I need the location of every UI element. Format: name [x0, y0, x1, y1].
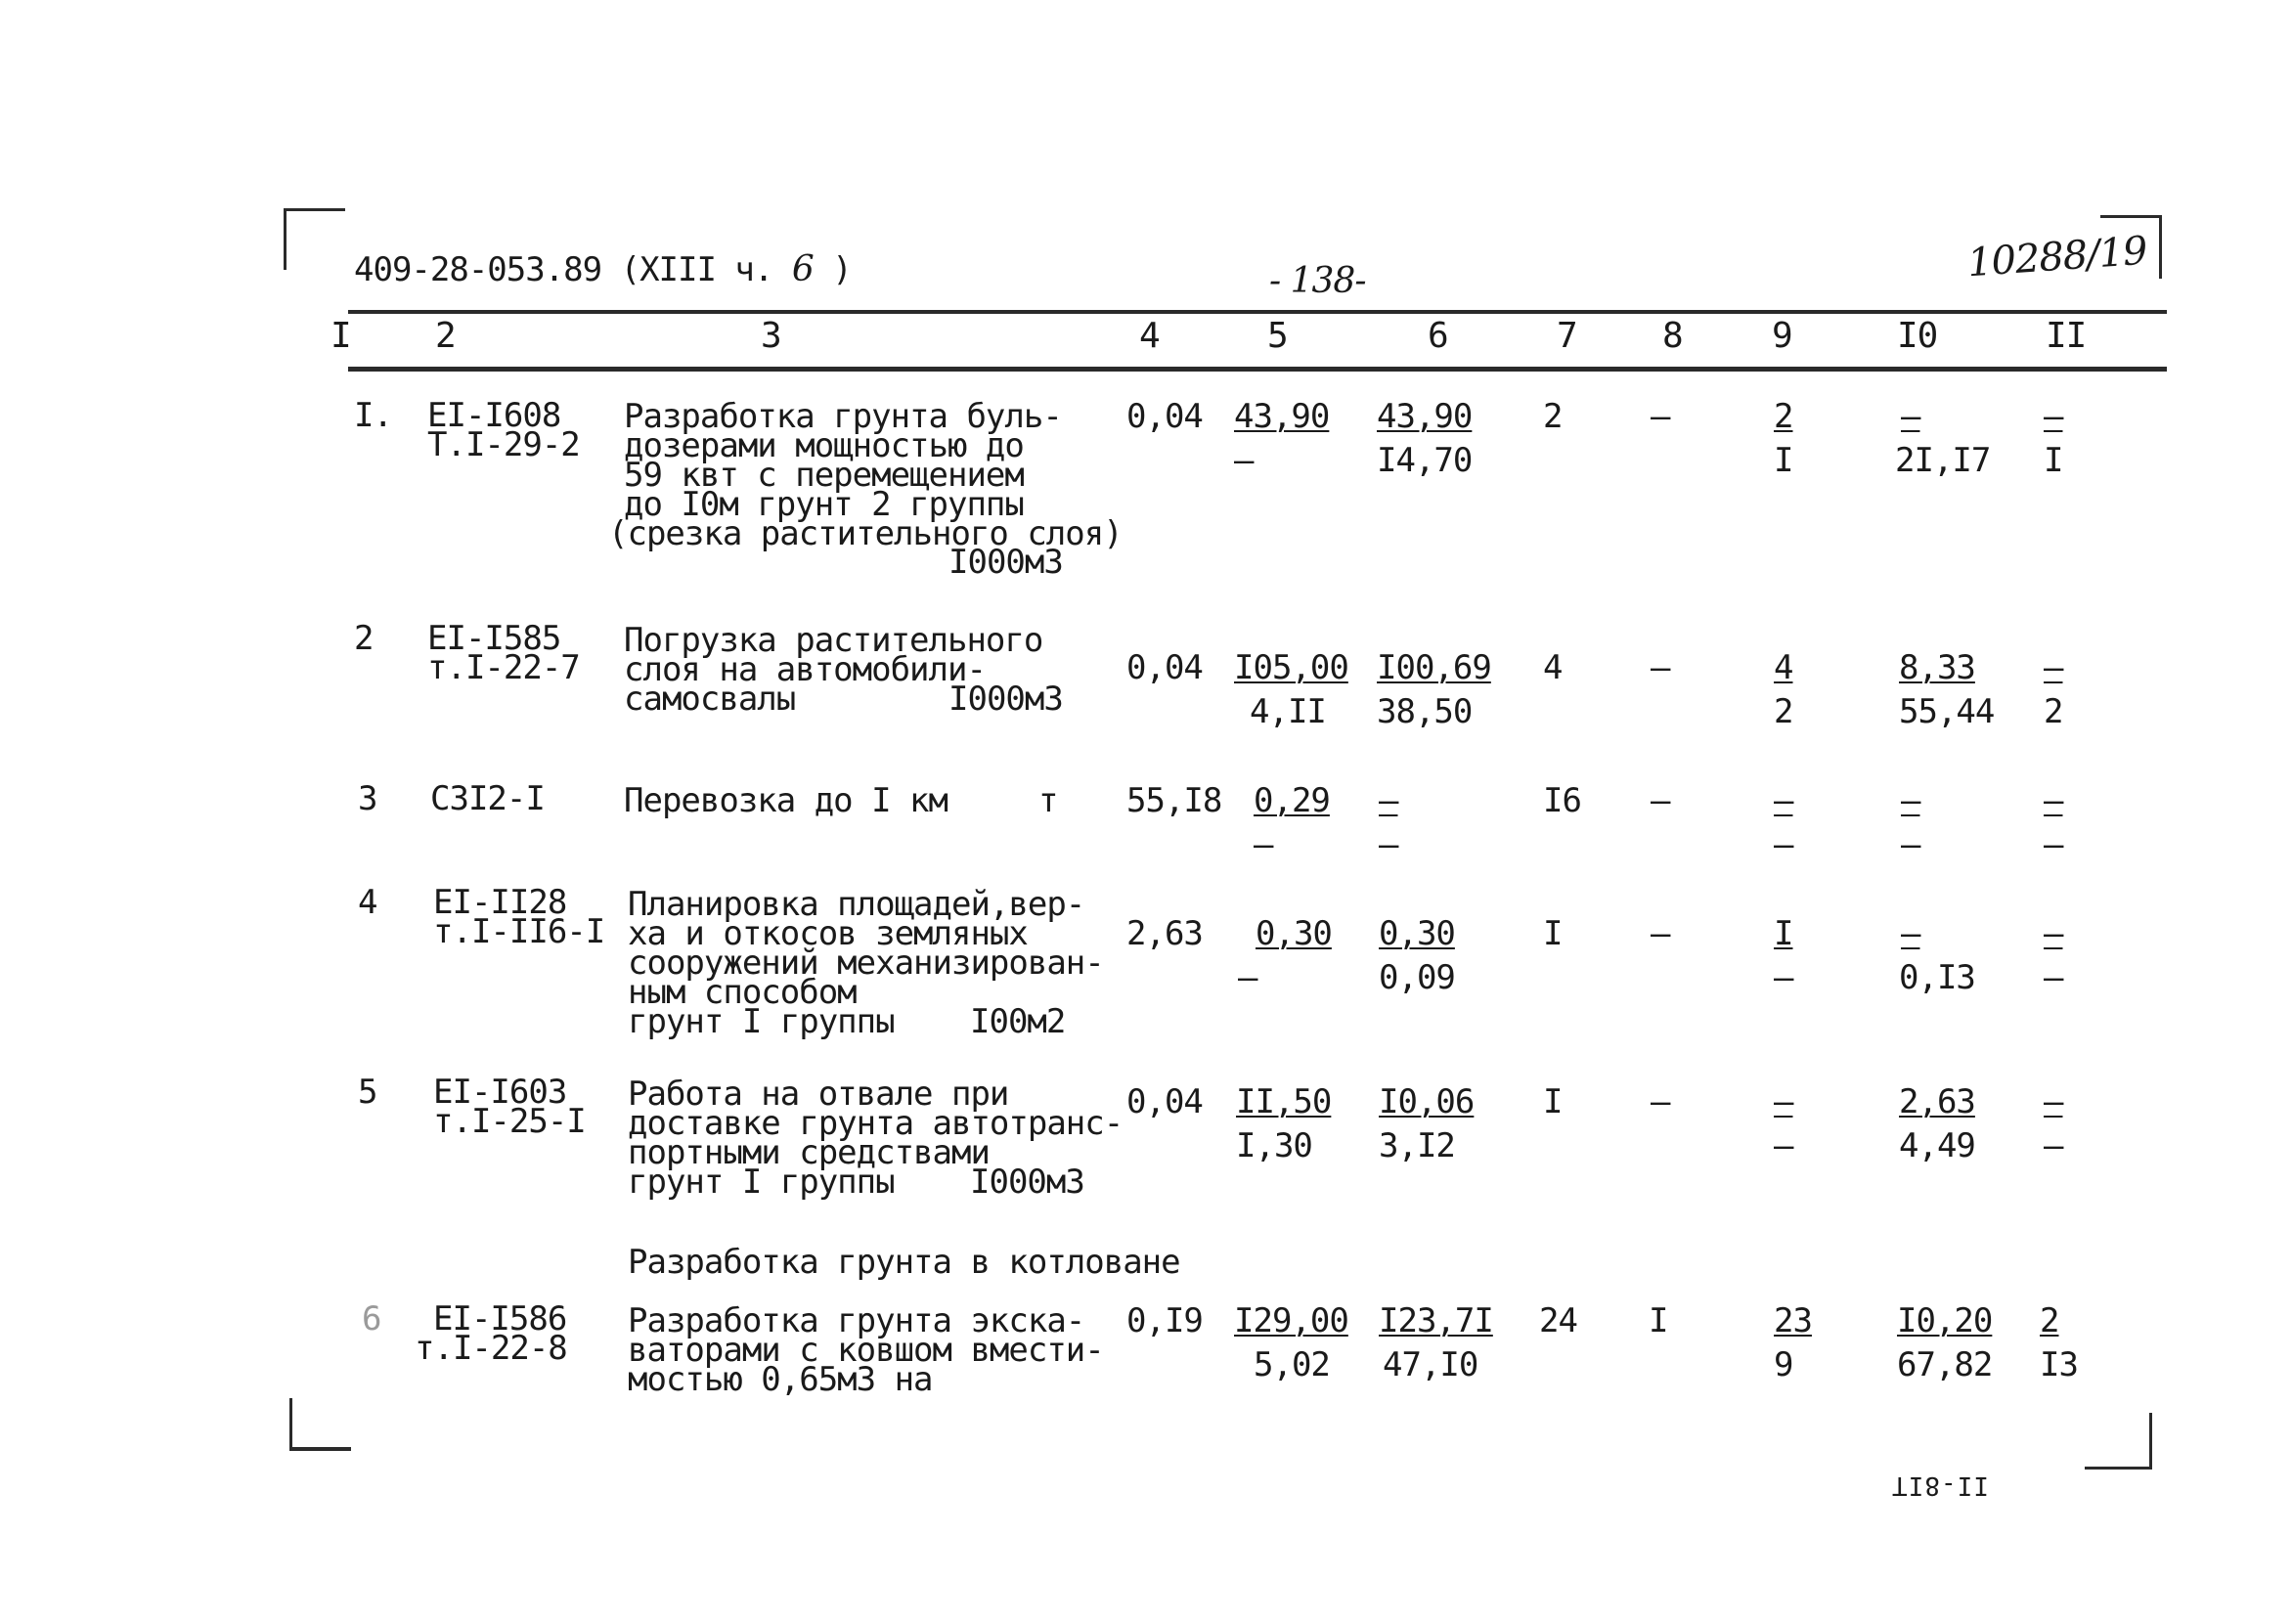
- row-number: 2: [354, 619, 374, 658]
- document-number: [354, 249, 852, 289]
- column-10-bottom: 4,49: [1899, 1126, 1975, 1165]
- column-10-top: –: [1901, 397, 1920, 436]
- column-10-top: 8,33: [1899, 648, 1975, 687]
- column-9-bottom: –: [1774, 1126, 1793, 1165]
- norm-table-ref: т.I-22-7: [427, 648, 580, 687]
- row-number: I.: [354, 396, 392, 435]
- work-description-line: ха и откосов земляных: [628, 914, 1028, 953]
- column-7-value: I: [1543, 1082, 1563, 1121]
- cost-value-top: 43,90: [1234, 397, 1330, 436]
- volume-text: (XIII ч.: [620, 250, 773, 289]
- norm-code: EI-I586: [433, 1299, 567, 1339]
- unit-of-measure: I000м3: [948, 680, 1063, 719]
- column-9-top: –: [1774, 1082, 1793, 1121]
- cost-value-top: I29,00: [1234, 1301, 1348, 1340]
- column-11-bottom: –: [2044, 825, 2063, 864]
- quantity: 2,63: [1126, 914, 1203, 953]
- unit-of-measure: I000м3: [948, 543, 1063, 582]
- column-number: 5: [1267, 316, 1288, 356]
- column-11-top: 2: [2040, 1301, 2059, 1340]
- cost-value-bottom: –: [1379, 825, 1398, 864]
- norm-table-ref: т.I-22-8: [415, 1329, 567, 1368]
- column-11-top: –: [2044, 914, 2063, 953]
- cost-value-top: 43,90: [1377, 397, 1473, 436]
- work-description-line: (срезка растительного слоя): [608, 514, 1123, 553]
- column-number: 3: [761, 316, 781, 356]
- cost-value-top: II,50: [1236, 1082, 1332, 1121]
- column-number: II: [2046, 316, 2087, 356]
- norm-code: С3I2-I: [430, 779, 545, 818]
- column-number: 2: [435, 316, 456, 356]
- footer-code: II-8IT: [1891, 1470, 1989, 1500]
- cost-value-bottom: –: [1254, 825, 1273, 864]
- column-8-value: –: [1651, 397, 1670, 436]
- cost-value-bottom: –: [1234, 441, 1254, 480]
- norm-code: EI-I585: [427, 619, 561, 658]
- cost-value-bottom: 4,II: [1250, 692, 1326, 731]
- work-description-line: грунт I группы: [628, 1163, 895, 1202]
- cost-value-bottom: 38,50: [1377, 692, 1473, 731]
- column-10-bottom: 0,I3: [1899, 958, 1975, 997]
- header-rule-bottom: [348, 367, 2167, 372]
- work-description-line: дозерами мощностью до: [624, 426, 1024, 465]
- column-8-value: I: [1649, 1301, 1668, 1340]
- unit-of-measure: т: [1038, 781, 1058, 820]
- column-7-value: I: [1543, 914, 1563, 953]
- column-number: 7: [1557, 316, 1577, 356]
- column-10-bottom: 67,82: [1897, 1345, 1993, 1384]
- quantity: 55,I8: [1126, 781, 1222, 820]
- cost-value-bottom: 5,02: [1254, 1345, 1330, 1384]
- row-number: 6: [362, 1299, 381, 1339]
- column-10-top: –: [1901, 914, 1920, 953]
- row-number: 3: [358, 779, 377, 818]
- column-10-bottom: 55,44: [1899, 692, 1995, 731]
- column-11-top: –: [2044, 1082, 2063, 1121]
- column-10-top: –: [1901, 781, 1920, 820]
- work-description-line: грунт I группы: [628, 1002, 895, 1041]
- row-number: 5: [358, 1073, 377, 1112]
- norm-table-ref: т.I-25-I: [433, 1102, 586, 1141]
- quantity: 0,04: [1126, 648, 1203, 687]
- column-7-value: 24: [1539, 1301, 1577, 1340]
- cost-value-top: –: [1379, 781, 1398, 820]
- cost-value-bottom: 3,I2: [1379, 1126, 1455, 1165]
- column-8-value: –: [1651, 1082, 1670, 1121]
- row-number: 4: [358, 883, 377, 922]
- column-number: I0: [1897, 316, 1938, 356]
- quantity: 0,04: [1126, 397, 1203, 436]
- column-11-top: –: [2044, 648, 2063, 687]
- work-description-line: портными средствами: [628, 1133, 990, 1172]
- column-10-bottom: –: [1901, 825, 1920, 864]
- cost-value-top: 0,30: [1379, 914, 1455, 953]
- column-11-bottom: 2: [2044, 692, 2063, 731]
- unit-of-measure: I000м3: [970, 1163, 1084, 1202]
- cost-value-top: I23,7I: [1379, 1301, 1493, 1340]
- column-number: I: [331, 316, 351, 356]
- column-9-bottom: –: [1774, 958, 1793, 997]
- doc-number-text: 409-28-053.89: [354, 250, 602, 289]
- cost-value-top: I0,06: [1379, 1082, 1475, 1121]
- column-10-top: 2,63: [1899, 1082, 1975, 1121]
- column-number: 6: [1428, 316, 1448, 356]
- column-11-bottom: –: [2044, 958, 2063, 997]
- column-9-bottom: 2: [1774, 692, 1793, 731]
- column-number: 9: [1772, 316, 1792, 356]
- norm-code: EI-II28: [433, 883, 567, 922]
- work-description-line: Планировка площадей,вер-: [628, 885, 1085, 924]
- work-description-line: сооружений механизирован-: [628, 944, 1104, 983]
- work-description-line: мостью 0,65м3 на: [628, 1360, 933, 1399]
- column-7-value: I6: [1543, 781, 1581, 820]
- column-10-top: I0,20: [1897, 1301, 1993, 1340]
- column-number: 4: [1139, 316, 1160, 356]
- unit-of-measure: I00м2: [970, 1002, 1066, 1041]
- corner-mark-bottom-right: [2085, 1413, 2152, 1470]
- column-11-bottom: I3: [2040, 1345, 2078, 1384]
- cost-value-bottom: 0,09: [1379, 958, 1455, 997]
- part-number: 6: [791, 249, 814, 289]
- column-11-top: –: [2044, 781, 2063, 820]
- column-8-value: –: [1651, 781, 1670, 820]
- work-description-line: Погрузка растительного: [624, 621, 1043, 660]
- work-description-line: доставке грунта автотранс-: [628, 1104, 1124, 1143]
- archive-number: 10288/19: [1965, 228, 2148, 286]
- column-9-top: I: [1774, 914, 1793, 953]
- column-8-value: –: [1651, 914, 1670, 953]
- column-11-top: –: [2044, 397, 2063, 436]
- work-description-line: Перевозка до I км: [624, 781, 948, 820]
- work-description-line: до I0м грунт 2 группы: [624, 485, 1024, 524]
- work-description-line: ваторами с ковшом вмести-: [628, 1331, 1104, 1370]
- column-11-bottom: –: [2044, 1126, 2063, 1165]
- column-10-bottom: 2I,I7: [1895, 441, 1991, 480]
- header-rule-top: [348, 310, 2167, 314]
- cost-value-bottom: 47,I0: [1383, 1345, 1478, 1384]
- corner-mark-bottom-left: [289, 1398, 351, 1451]
- work-description-line: Разработка грунта буль-: [624, 397, 1062, 436]
- column-7-value: 2: [1543, 397, 1563, 436]
- volume-close: ): [832, 250, 852, 289]
- work-description-line: Работа на отвале при: [628, 1075, 1009, 1114]
- work-description-line: слоя на автомобили-: [624, 650, 986, 689]
- cost-value-bottom: –: [1238, 958, 1257, 997]
- column-9-bottom: 9: [1774, 1345, 1793, 1384]
- page-number: - 138-: [1269, 261, 1366, 301]
- work-description-line: самосвалы: [624, 680, 796, 719]
- column-9-top: 4: [1774, 648, 1793, 687]
- work-description-line: Разработка грунта экска-: [628, 1301, 1085, 1340]
- norm-code: EI-I608: [427, 396, 561, 435]
- column-9-bottom: I: [1774, 441, 1793, 480]
- norm-table-ref: T.I-29-2: [427, 425, 580, 464]
- column-7-value: 4: [1543, 648, 1563, 687]
- column-9-top: 23: [1774, 1301, 1812, 1340]
- quantity: 0,I9: [1126, 1301, 1203, 1340]
- work-description-line: ным способом: [628, 973, 857, 1012]
- cost-value-top: 0,30: [1256, 914, 1332, 953]
- cost-value-top: 0,29: [1254, 781, 1330, 820]
- column-11-bottom: I: [2044, 441, 2063, 480]
- norm-code: EI-I603: [433, 1073, 567, 1112]
- column-8-value: –: [1651, 648, 1670, 687]
- norm-table-ref: т.I-II6-I: [433, 912, 605, 951]
- section-heading: Разработка грунта в котловане: [628, 1243, 1180, 1282]
- column-9-top: –: [1774, 781, 1793, 820]
- cost-value-bottom: I,30: [1236, 1126, 1312, 1165]
- cost-value-top: I00,69: [1377, 648, 1491, 687]
- cost-value-top: I05,00: [1234, 648, 1348, 687]
- column-number: 8: [1662, 316, 1683, 356]
- work-description-line: 59 квт с перемещением: [624, 456, 1024, 495]
- quantity: 0,04: [1126, 1082, 1203, 1121]
- column-9-top: 2: [1774, 397, 1793, 436]
- corner-mark-top-left: [284, 208, 345, 270]
- column-9-bottom: –: [1774, 825, 1793, 864]
- cost-value-bottom: I4,70: [1377, 441, 1473, 480]
